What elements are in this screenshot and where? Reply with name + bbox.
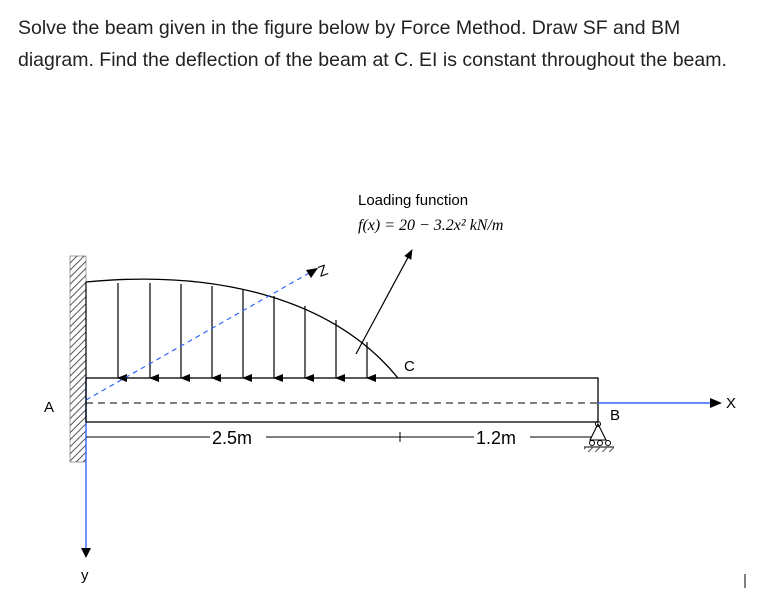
load-arrows — [118, 283, 367, 378]
loading-leader-line — [356, 250, 412, 354]
beam — [86, 378, 598, 422]
axis-y-label: y — [81, 567, 89, 584]
z-axis-arrow-icon — [306, 268, 318, 278]
point-c-label: C — [404, 358, 415, 375]
support-b-label: B — [610, 407, 621, 424]
load-curve — [86, 279, 398, 378]
z-axis-dashed — [86, 268, 318, 400]
x-axis-arrow-icon — [710, 398, 722, 408]
dimension-ac-label: 2.5m — [212, 428, 253, 448]
axis-z-label: Z — [315, 261, 331, 281]
support-a-label: A — [44, 399, 55, 416]
loading-function-title: Loading function — [358, 192, 469, 209]
question-text: Solve the beam given in the figure below by Force Method. Draw SF and BM diagram. Find the deflection of the beam at C. EI is constant throughout the beam. — [18, 17, 727, 71]
dimension-cb-label: 1.2m — [476, 428, 517, 448]
loading-function-equation: f(x) = 20 − 3.2x² kN/m — [358, 217, 504, 234]
fixed-wall-hatch — [70, 256, 86, 462]
y-axis-arrow-icon — [81, 548, 91, 558]
axis-x-label: X — [726, 395, 737, 412]
